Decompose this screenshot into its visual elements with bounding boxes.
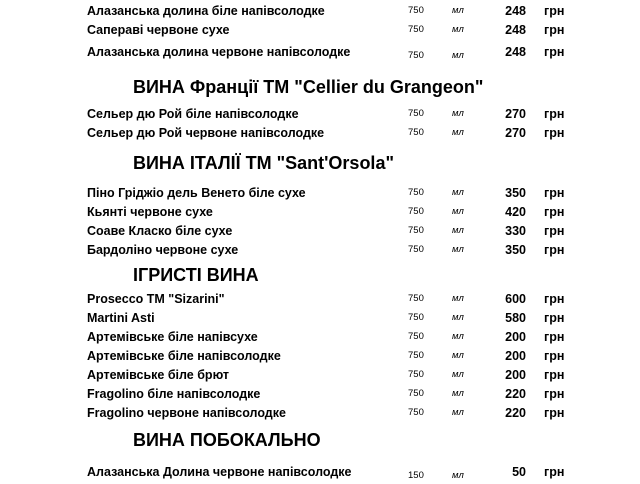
item-price: 350 bbox=[505, 243, 526, 257]
item-unit: мл bbox=[452, 388, 464, 399]
item-currency: грн bbox=[544, 349, 565, 363]
item-name: Піно Гріджіо дель Венето біле сухе bbox=[87, 186, 306, 200]
section-heading: ВИНА ПОБОКАЛЬНО bbox=[133, 430, 321, 450]
item-currency: грн bbox=[544, 368, 565, 382]
item-unit: мл bbox=[452, 206, 464, 217]
item-price: 220 bbox=[505, 387, 526, 401]
item-name: Fragolino біле напівсолодке bbox=[87, 387, 261, 401]
item-currency: грн bbox=[544, 387, 565, 401]
item-currency: грн bbox=[544, 205, 565, 219]
item-name: Prosecco ТМ "Sizarini" bbox=[87, 292, 225, 306]
item-price: 200 bbox=[505, 368, 526, 382]
item-currency: грн bbox=[544, 23, 565, 37]
menu-item-row bbox=[0, 204, 640, 220]
item-volume: 750 bbox=[408, 187, 424, 198]
item-name: Соаве Класко біле сухе bbox=[87, 224, 233, 238]
item-volume: 750 bbox=[408, 5, 424, 16]
item-name: Алазанська Долина червоне напівсолодке bbox=[87, 465, 352, 479]
item-name: Сельер дю Рой біле напівсолодке bbox=[87, 107, 299, 121]
item-name: Артемівське біле напівсухе bbox=[87, 330, 258, 344]
item-price: 600 bbox=[505, 292, 526, 306]
item-volume: 750 bbox=[408, 127, 424, 138]
item-currency: грн bbox=[544, 186, 565, 200]
item-price: 248 bbox=[505, 4, 526, 18]
menu-item-row bbox=[0, 367, 640, 383]
item-volume: 750 bbox=[408, 331, 424, 342]
item-name: Артемівське біле брют bbox=[87, 368, 230, 382]
menu-item-row bbox=[0, 405, 640, 421]
item-unit: мл bbox=[452, 331, 464, 342]
item-price: 350 bbox=[505, 186, 526, 200]
section-heading: ВИНА ІТАЛІЇ ТМ "Sant'Orsola" bbox=[133, 153, 394, 173]
menu-item-row bbox=[0, 223, 640, 239]
item-volume: 150 bbox=[408, 470, 424, 481]
item-name: Алазанська долина біле напівсолодке bbox=[87, 4, 325, 18]
item-volume: 750 bbox=[408, 407, 424, 418]
item-name: Артемівське біле напівсолодке bbox=[87, 349, 281, 363]
item-volume: 750 bbox=[408, 312, 424, 323]
item-volume: 750 bbox=[408, 369, 424, 380]
item-price: 330 bbox=[505, 224, 526, 238]
item-currency: грн bbox=[544, 224, 565, 238]
item-currency: грн bbox=[544, 126, 565, 140]
item-unit: мл bbox=[452, 244, 464, 255]
item-currency: грн bbox=[544, 45, 565, 59]
item-volume: 750 bbox=[408, 50, 424, 61]
item-volume: 750 bbox=[408, 350, 424, 361]
item-name: Бардоліно червоне сухе bbox=[87, 243, 239, 257]
item-name: Martini Asti bbox=[87, 311, 155, 325]
item-volume: 750 bbox=[408, 108, 424, 119]
item-price: 580 bbox=[505, 311, 526, 325]
item-currency: грн bbox=[544, 330, 565, 344]
item-volume: 750 bbox=[408, 225, 424, 236]
item-price: 200 bbox=[505, 330, 526, 344]
item-unit: мл bbox=[452, 293, 464, 304]
item-unit: мл bbox=[452, 369, 464, 380]
menu-item-row bbox=[0, 348, 640, 364]
menu-item-row bbox=[0, 106, 640, 122]
item-currency: грн bbox=[544, 465, 565, 479]
item-unit: мл bbox=[452, 470, 464, 481]
item-volume: 750 bbox=[408, 206, 424, 217]
menu-item-row bbox=[0, 329, 640, 345]
menu-item-row bbox=[0, 464, 640, 480]
item-price: 248 bbox=[505, 23, 526, 37]
item-price: 220 bbox=[505, 406, 526, 420]
item-currency: грн bbox=[544, 4, 565, 18]
item-price: 420 bbox=[505, 205, 526, 219]
menu-item-row bbox=[0, 44, 640, 60]
menu-item-row bbox=[0, 22, 640, 38]
item-unit: мл bbox=[452, 350, 464, 361]
item-price: 50 bbox=[512, 465, 526, 479]
section-heading: ВИНА Франції ТМ "Cellier du Grangeon" bbox=[133, 77, 484, 97]
item-price: 248 bbox=[505, 45, 526, 59]
item-volume: 750 bbox=[408, 244, 424, 255]
item-volume: 750 bbox=[408, 24, 424, 35]
item-unit: мл bbox=[452, 24, 464, 35]
menu-item-row bbox=[0, 185, 640, 201]
menu-item-row bbox=[0, 310, 640, 326]
item-unit: мл bbox=[452, 127, 464, 138]
menu-item-row bbox=[0, 3, 640, 19]
menu-item-row bbox=[0, 291, 640, 307]
item-unit: мл bbox=[452, 108, 464, 119]
item-price: 270 bbox=[505, 126, 526, 140]
item-name: Сельер дю Рой червоне напівсолодке bbox=[87, 126, 325, 140]
item-unit: мл bbox=[452, 50, 464, 61]
item-unit: мл bbox=[452, 187, 464, 198]
menu-item-row bbox=[0, 242, 640, 258]
item-unit: мл bbox=[452, 407, 464, 418]
item-unit: мл bbox=[452, 5, 464, 16]
item-name: Fragolino червоне напівсолодке bbox=[87, 406, 286, 420]
menu-item-row bbox=[0, 125, 640, 141]
item-currency: грн bbox=[544, 243, 565, 257]
item-currency: грн bbox=[544, 107, 565, 121]
item-currency: грн bbox=[544, 311, 565, 325]
item-currency: грн bbox=[544, 406, 565, 420]
item-volume: 750 bbox=[408, 388, 424, 399]
item-name: Сапераві червоне сухе bbox=[87, 23, 230, 37]
item-name: Алазанська долина червоне напівсолодке bbox=[87, 45, 351, 59]
item-unit: мл bbox=[452, 312, 464, 323]
item-volume: 750 bbox=[408, 293, 424, 304]
item-currency: грн bbox=[544, 292, 565, 306]
menu-item-row bbox=[0, 386, 640, 402]
item-unit: мл bbox=[452, 225, 464, 236]
section-heading: ІГРИСТІ ВИНА bbox=[133, 265, 259, 285]
item-price: 270 bbox=[505, 107, 526, 121]
item-name: Кьянті червоне сухе bbox=[87, 205, 213, 219]
item-price: 200 bbox=[505, 349, 526, 363]
